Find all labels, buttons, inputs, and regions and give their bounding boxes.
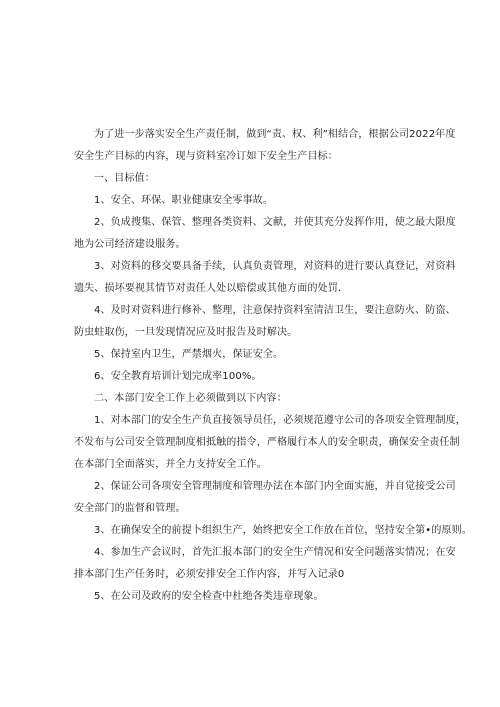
duty-item-2-line-2: 安全部门的监督和管理。	[74, 503, 186, 514]
duty-item-4-line-2: 排本部门生产任务时，必须安排安全工作内容，并写入记录0	[74, 569, 345, 580]
target-item-1: 1、安全、环保、职业健康安全零事故。	[94, 195, 274, 206]
duty-item-1-line-1: 1、对本部门的安全生产负直接领导员任，必须规范遵守公司的各项安全管理制度，	[94, 415, 466, 426]
target-item-2-line-1: 2、负成搜集、保管、整理各类资料、文献，并使其充分发挥作用，使之最大限度	[94, 217, 456, 228]
duty-item-3: 3、在确保安全的前提卜组织生产，始终把安全工作放在首位，坚持安全第•的原则。	[94, 525, 472, 536]
target-item-5: 5、保持室内卫生，严禁烟火，保证安全。	[94, 349, 284, 360]
target-item-3-line-2: 遗失、损坏要视其情节对责任人处以赔偿或其他方面的处罚.	[74, 283, 342, 294]
duty-item-2-line-1: 2、保证公司各项安全管理制度和管理办法在本部门内全面实施，并自觉接受公司	[94, 481, 456, 492]
paragraph-intro-line-2: 安全生产目标的内容，现与资料室冷订如下安全生产目标：	[74, 151, 338, 162]
section-heading-targets: 一、目标值：	[94, 173, 155, 184]
target-item-6: 6、安全教育培训计划完成率100%。	[94, 371, 262, 382]
duty-item-5: 5、在公司及政府的安全检查中杜绝各类违章现象。	[94, 591, 324, 602]
target-item-4-line-2: 防虫蛀取伤，一旦发现情况应及时报告及时解决。	[74, 327, 298, 338]
target-item-4-line-1: 4、及时对资料进行修补、整理，注意保持资料室清洁卫生，要注意防火、防盗、	[94, 305, 456, 316]
target-item-3-line-1: 3、对资料的移交要具备手续，认真负责管理，对资料的进行要认真登记，对资料	[94, 261, 456, 272]
paragraph-intro-line-1: 为了进一步落实安全生产责任制，做到“责、权、利”相结合，根据公司2022年度	[94, 129, 456, 140]
duty-item-1-line-2: 不发布与公司安全管理制度相抵触的指令，严格履行本人的安全职责，确保安全责任制	[74, 437, 460, 448]
section-heading-duties: 二、本部门安全工作上必须做到以下内容：	[94, 393, 287, 404]
duty-item-1-line-3: 在本部门全面落实，并全力支持安全工作。	[74, 459, 267, 470]
target-item-2-line-2: 地为公司经济建设服务。	[74, 239, 186, 250]
duty-item-4-line-1: 4、参加生产会议时，首先汇报本部门的安全生产情况和安全问题落实情况；在安	[94, 547, 456, 558]
